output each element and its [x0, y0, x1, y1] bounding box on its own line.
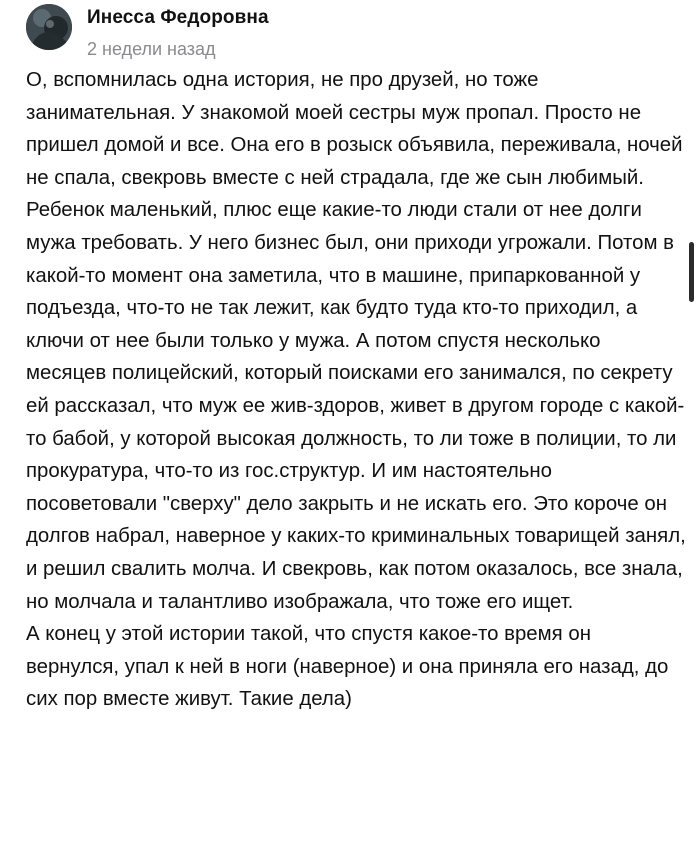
author-name[interactable]: Инесса Федоровна — [87, 7, 269, 28]
user-avatar-photo-icon — [26, 4, 72, 50]
comment-timestamp: 2 недели назад — [87, 39, 216, 59]
comment-meta — [87, 7, 269, 60]
comment-header — [26, 4, 269, 60]
comment-paragraph: О, вспомнилась одна история, не про друзей, но тоже занимательная. У знакомой моей сестры муж пропал. Просто не пришел домой и все. Она его в розыск объявила, переживала, ночей не спала, свекровь вместе с ней страдала, где же сын любимый. Ребенок маленький, плюс еще какие-то люди стали от нее долги мужа требовать. У него бизнес был, они приходи угрожали. Потом в какой-то момент она заметила, что в машине, припаркованной у подъезда, что-то не так лежит, как будто туда кто-то приходил, а ключи от нее были только у мужа. А потом спустя несколько месяцев полицейский, который поисками его занимался, по секрету ей рассказал, что муж ее жив-здоров, живет в другом городе с какой-то бабой, у которой высокая должность, то ли тоже в полиции, то ли прокуратура, что-то из гос.структур. И им настоятельно посоветовали "сверху" дело закрыть и не искать его. Это короче он долгов набрал, наверное у каких-то криминальных товарищей занял, и решил свалить молча. И свекровь, как потом оказалось, все знала, но молчала и талантливо изображала, что тоже его ищет. — [26, 69, 686, 613]
avatar[interactable] — [26, 4, 72, 50]
comment-paragraph: А конец у этой истории такой, что спустя какое-то время он вернулся, упал к ней в ноги (наверное) и она приняла его назад, до сих пор вместе живут. Такие дела) — [26, 623, 669, 711]
comment-body — [26, 64, 686, 716]
scrollbar[interactable] — [689, 242, 694, 302]
